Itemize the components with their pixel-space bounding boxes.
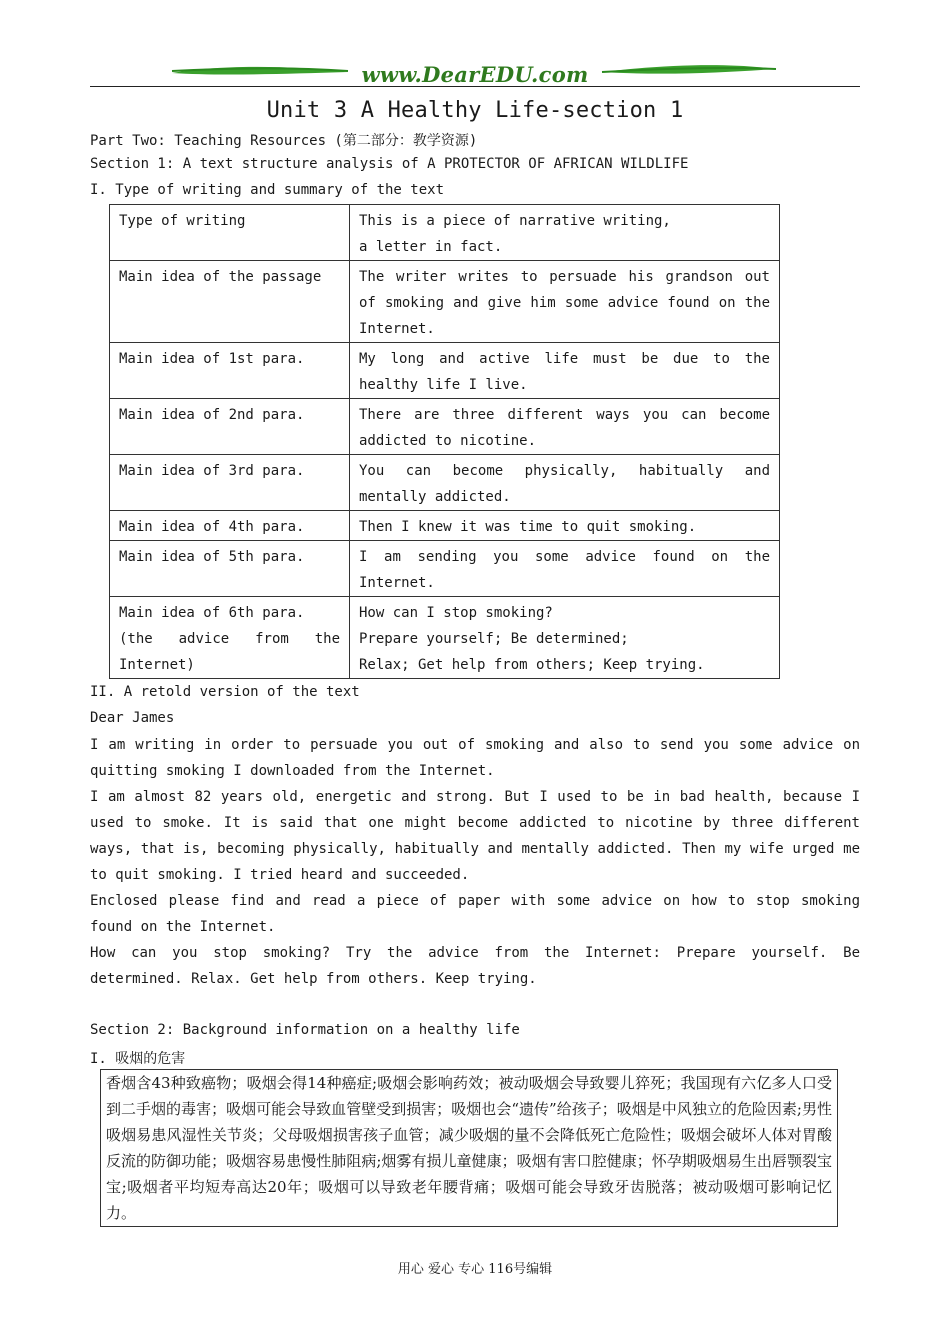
section-1-heading: Section 1: A text structure analysis of A PROTECTOR OF AFRICAN WILDLIFE [90,156,689,172]
row-label: Main idea of the passage [119,269,322,285]
smoking-hazards-box: 香烟含43种致癌物；吸烟会得14种癌症;吸烟会影响药效；被动吸烟会导致婴儿猝死；我国现有六亿多人口受到二手烟的毒害；吸烟可能会导致血管壁受到损害；吸烟也会“遗传”给孩子；吸烟是中风独立的危险因素;男性吸烟易患风湿性关节炎；父母吸烟损害孩子血管；减少吸烟的量不会降低死亡危险性；吸烟会破坏人体对胃酸反流的防御功能；吸烟容易患慢性肺阻病;烟雾有损儿童健康；吸烟有害口腔健康；怀孕期吸烟易生出唇颚裂宝宝;吸烟者平均短寿高达20年；吸烟可以导致老年腰背痛；吸烟可能会导致牙齿脱落；被动吸烟可影响记忆力。 [100,1069,838,1227]
row-content-cell [350,597,780,679]
section-2-heading: Section 2: Background information on a healthy life [90,1022,520,1038]
table-row [110,455,780,511]
row-content: My long and active life must be due to the healthy life I live. [359,351,770,393]
row-label-cell [110,399,350,455]
row-label: Main idea of 6th para. [119,605,305,621]
logo-text: www.DearEDU.com [361,62,589,87]
table-row [110,261,780,343]
row-label-cell [110,261,350,343]
row-label-cell [110,455,350,511]
row-content: Relax; Get help from others; Keep trying. [359,657,705,673]
page-title: Unit 3 A Healthy Life-section 1 [266,98,684,123]
row-content: You can become physically, habitually and mentally addicted. [359,463,770,505]
table-row [110,541,780,597]
subheading-retold-version: II. A retold version of the text [90,684,360,700]
page-footer: 用心 爱心 专心 116号编辑 [397,1262,553,1277]
row-label: Type of writing [119,213,246,229]
row-content-cell [350,261,780,343]
row-content: This is a piece of narrative writing, [359,213,671,229]
letter-greeting: Dear James [90,710,175,726]
row-content: How can I stop smoking? [359,605,553,621]
subheading-smoking-hazards: I. 吸烟的危害 [90,1051,186,1067]
row-content: Prepare yourself; Be determined; [359,631,629,647]
header-divider [90,86,860,87]
row-label: (the advice from the Internet) [119,631,340,673]
table-row [110,511,780,541]
row-label: Main idea of 2nd para. [119,407,305,423]
row-label: Main idea of 1st para. [119,351,305,367]
row-label-cell [110,511,350,541]
row-label-cell [110,205,350,261]
letter-paragraph: I am writing in order to persuade you out of smoking and also to send you some advice on quitting smoking I downloaded from the Internet. [90,737,860,779]
row-content: a letter in fact. [359,239,503,255]
row-content: Then I knew it was time to quit smoking. [359,519,697,535]
row-content: I am sending you some advice found on the Internet. [359,549,770,591]
table-row [110,343,780,399]
row-content-cell [350,205,780,261]
row-label: Main idea of 4th para. [119,519,305,535]
row-label: Main idea of 3rd para. [119,463,305,479]
letter-paragraph: How can you stop smoking? Try the advice from the Internet: Prepare yourself. Be determined. Relax. Get help from others. Keep trying. [90,945,860,987]
row-content-cell [350,399,780,455]
table-row [110,399,780,455]
row-content-cell [350,541,780,597]
row-content: The writer writes to persuade his grandson out of smoking and give him some advice found on the Internet. [359,269,770,337]
table-row [110,205,780,261]
row-label-cell [110,343,350,399]
text-structure-table [109,204,780,679]
row-content-cell [350,343,780,399]
subheading-type-of-writing: I. Type of writing and summary of the text [90,182,445,198]
letter-paragraph: I am almost 82 years old, energetic and strong. But I used to be in bad health, because I used to smoke. It is said that one might become addicted to nicotine by three different ways, that is, becoming physically, habitually and mentally addicted. Then my wife urged me to quit smoking. I tried heard and succeeded. [90,789,860,883]
part-two-heading: Part Two: Teaching Resources (第二部分：教学资源) [90,133,478,149]
row-label-cell [110,541,350,597]
row-label: Main idea of 5th para. [119,549,305,565]
table-row [110,597,780,679]
row-content-cell [350,455,780,511]
letter-paragraph: Enclosed please find and read a piece of paper with some advice on how to stop smoking found on the Internet. [90,893,860,935]
row-content-cell [350,511,780,541]
row-content: There are three different ways you can become addicted to nicotine. [359,407,770,449]
row-label-cell [110,597,350,679]
